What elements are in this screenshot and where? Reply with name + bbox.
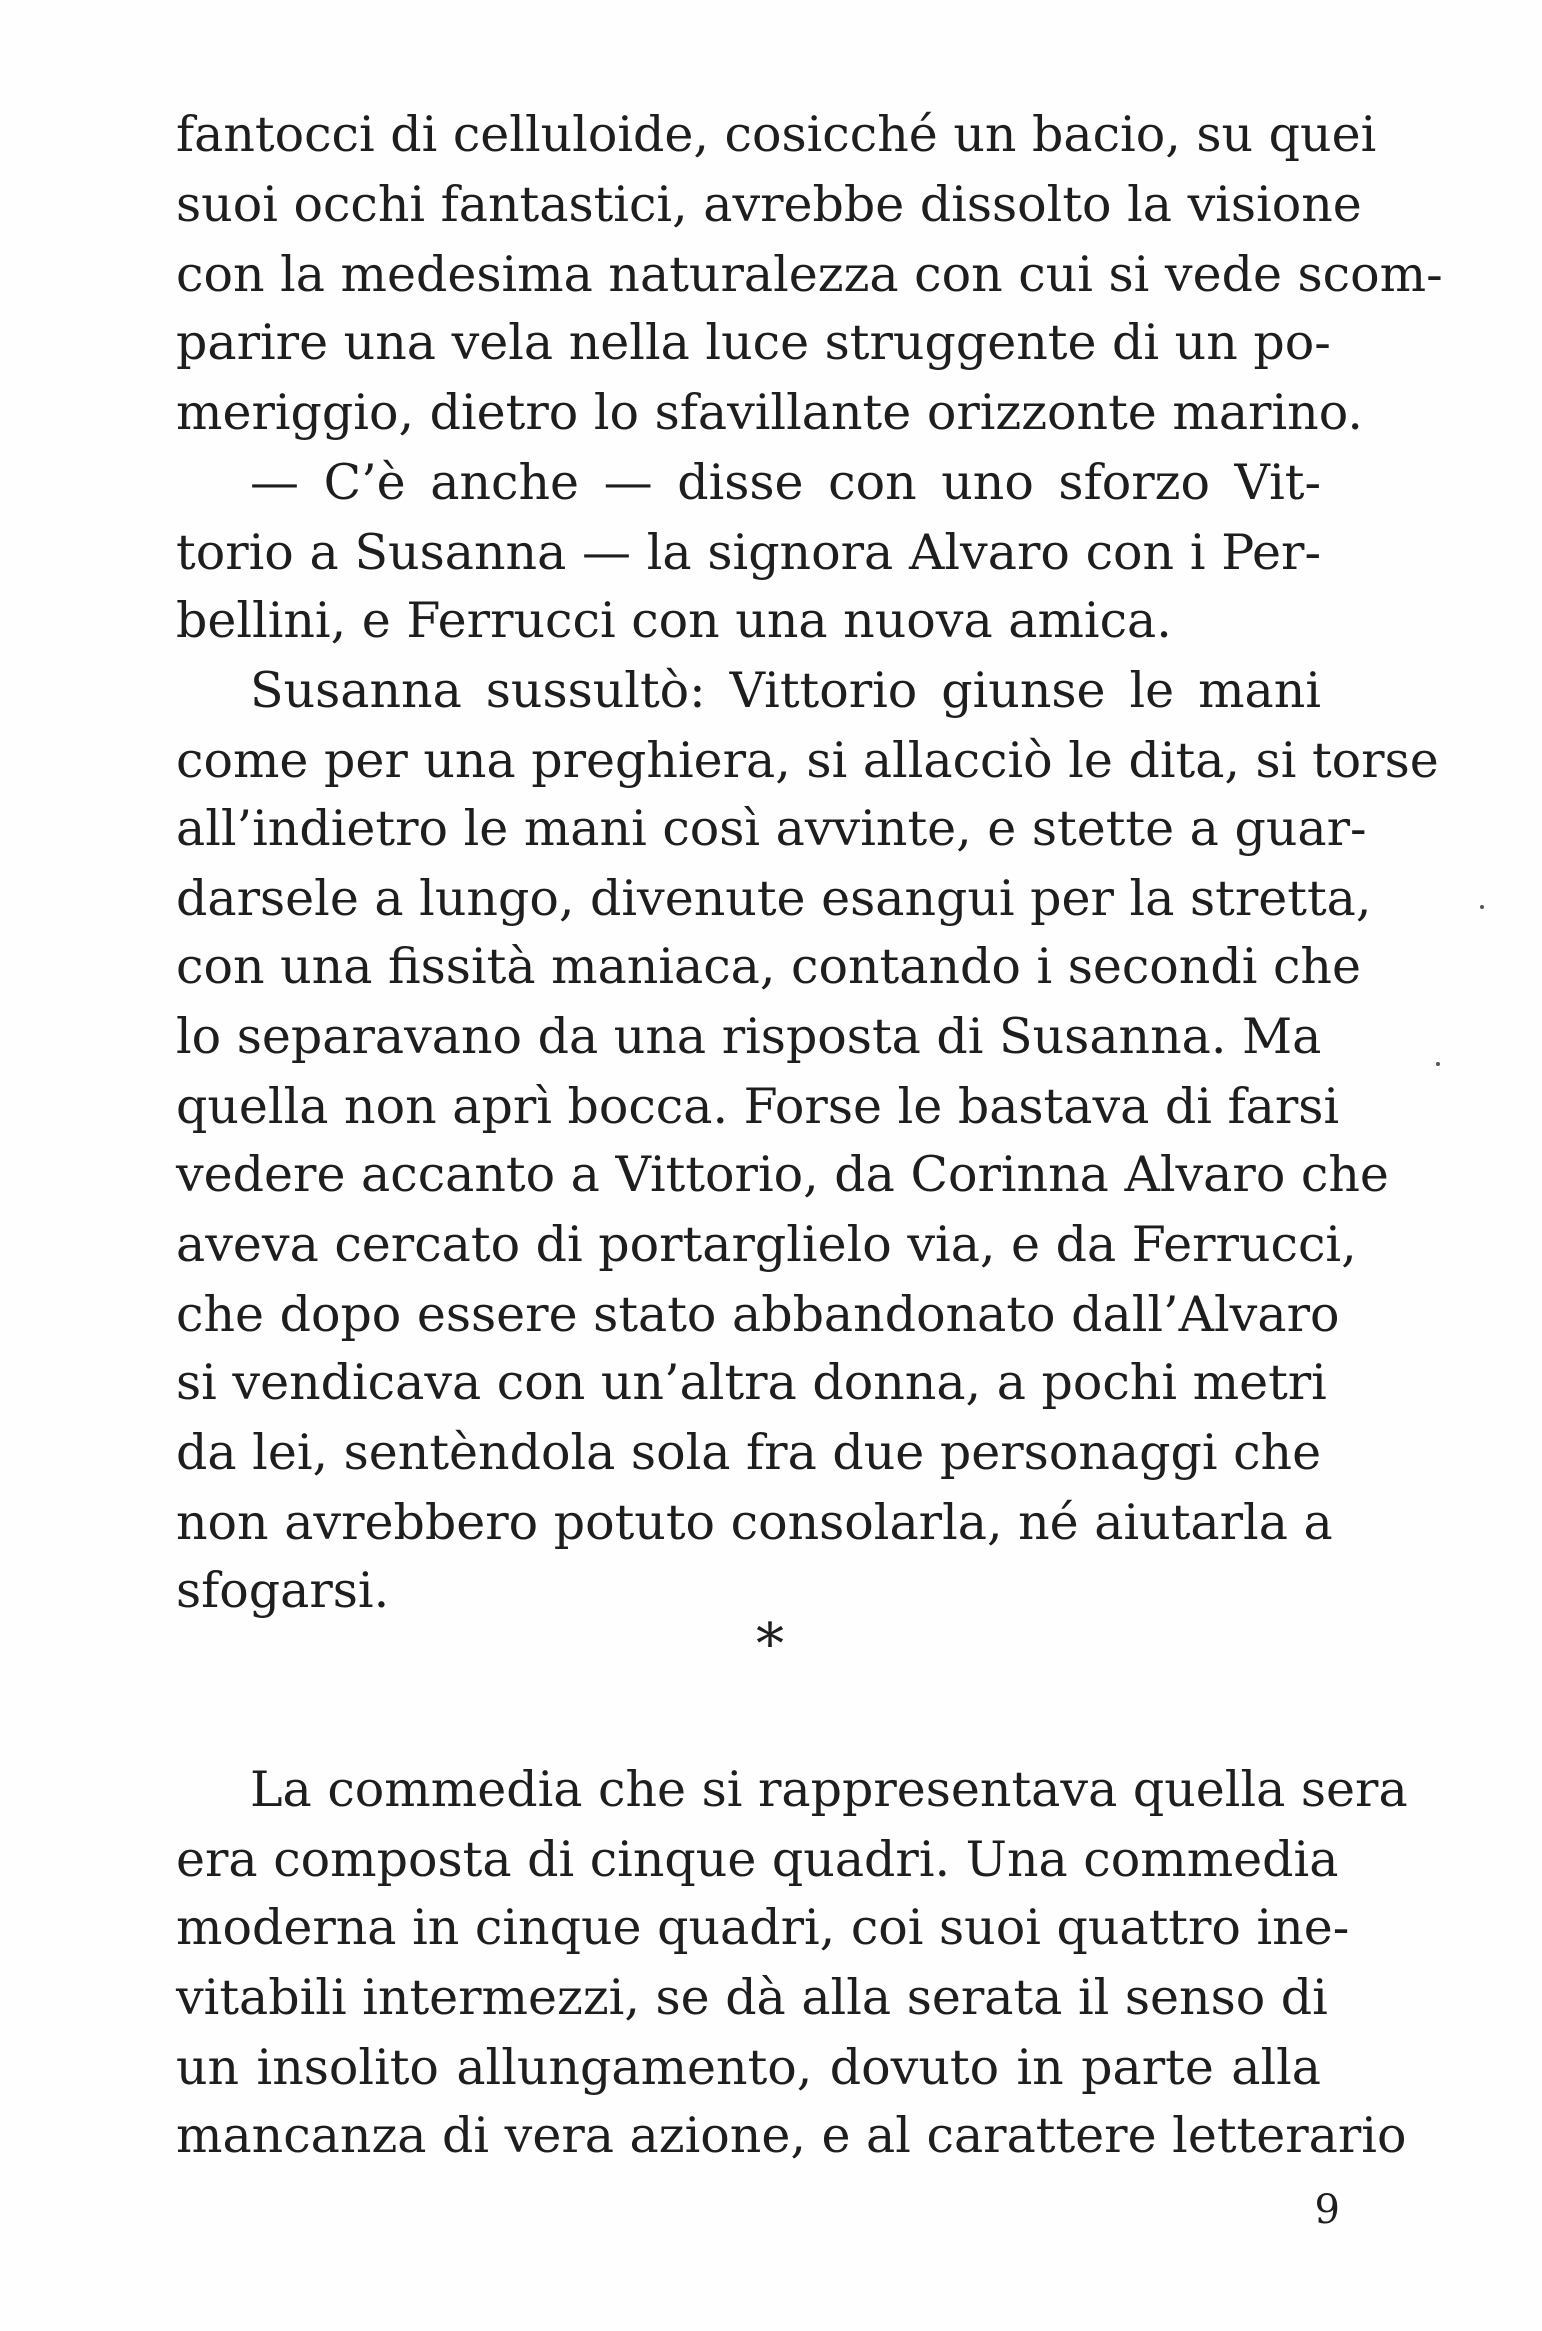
text-line: un insolito allungamento, dovuto in parte alla xyxy=(176,2039,1321,2096)
text-line: all’indietro le mani così avvinte, e stette a guar- xyxy=(176,800,1367,857)
text-line: parire una vela nella luce struggente di un po- xyxy=(176,314,1331,371)
section-separator: * xyxy=(756,1612,784,1677)
text-line: torio a Susanna — la signora Alvaro con i Per- xyxy=(176,524,1321,581)
text-line: da lei, sentèndola sola fra due personaggi che xyxy=(176,1424,1322,1481)
page-number: 9 xyxy=(1314,2187,1340,2233)
text-line: meriggio, dietro lo sfavillante orizzonte marino. xyxy=(176,384,1363,441)
text-line: vedere accanto a Vittorio, da Corinna Alvaro che xyxy=(176,1146,1389,1203)
text-line: quella non aprì bocca. Forse le bastava di farsi xyxy=(176,1078,1340,1135)
text-line: non avrebbero potuto consolarla, né aiutarla a xyxy=(176,1494,1333,1551)
text-line: moderna in cinque quadri, coi suoi quattro ine- xyxy=(176,1899,1350,1956)
text-line: si vendicava con un’altra donna, a pochi metri xyxy=(176,1354,1327,1411)
text-line: aveva cercato di portarglielo via, e da Ferrucci, xyxy=(176,1216,1357,1273)
text-line: suoi occhi fantastici, avrebbe dissolto la visione xyxy=(176,176,1362,233)
text-line: con la medesima naturalezza con cui si vede scom- xyxy=(176,246,1443,303)
text-line: che dopo essere stato abbandonato dall’Alvaro xyxy=(176,1286,1340,1343)
text-line: mancanza di vera azione, e al carattere letterario xyxy=(176,2107,1407,2164)
text-line: — C’è anche — disse con uno sforzo Vit- xyxy=(250,454,1321,511)
scan-speck xyxy=(1480,905,1484,909)
text-line: vitabili intermezzi, se dà alla serata il senso di xyxy=(176,1969,1328,2026)
scan-speck xyxy=(1436,1062,1440,1066)
text-line: era composta di cinque quadri. Una commedia xyxy=(176,1831,1339,1888)
text-line: come per una preghiera, si allacciò le dita, si torse xyxy=(176,732,1439,789)
text-line: fantocci di celluloide, cosicché un bacio, su quei xyxy=(176,106,1377,163)
text-line: darsele a lungo, divenute esangui per la stretta, xyxy=(176,870,1372,927)
text-line: con una fissità maniaca, contando i secondi che xyxy=(176,938,1361,995)
text-line: sfogarsi. xyxy=(176,1562,390,1619)
text-line: Susanna sussultò: Vittorio giunse le mani xyxy=(250,662,1321,719)
text-line: bellini, e Ferrucci con una nuova amica. xyxy=(176,592,1172,649)
text-line: lo separavano da una risposta di Susanna. Ma xyxy=(176,1008,1322,1065)
text-line: La commedia che si rappresentava quella sera xyxy=(250,1761,1408,1818)
